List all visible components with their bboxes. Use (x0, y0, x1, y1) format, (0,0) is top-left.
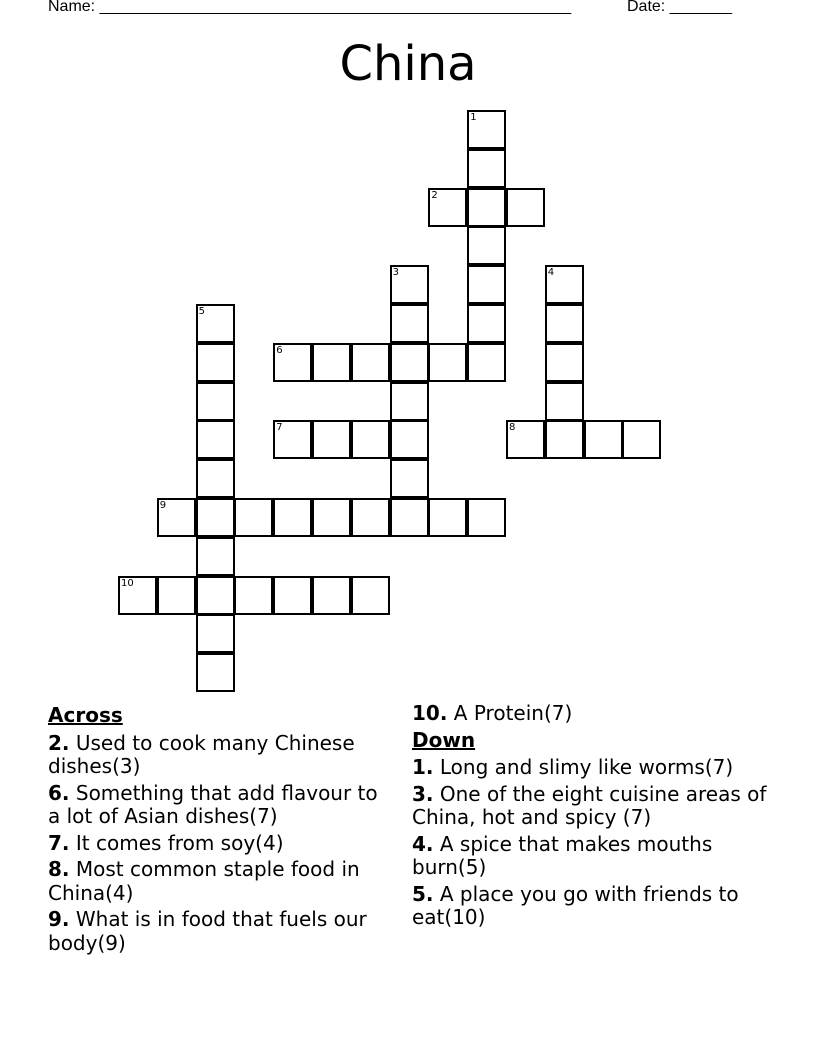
grid-cell[interactable] (312, 498, 351, 537)
grid-cell[interactable] (196, 576, 235, 615)
grid-cell[interactable] (273, 498, 312, 537)
grid-cell[interactable] (584, 420, 623, 459)
grid-cell[interactable] (273, 420, 312, 459)
grid-cell[interactable] (467, 188, 506, 227)
across-heading: Across (48, 703, 123, 727)
grid-cell[interactable] (196, 614, 235, 653)
grid-cell[interactable] (545, 420, 584, 459)
grid-cell[interactable] (506, 420, 545, 459)
grid-cell[interactable] (312, 576, 351, 615)
grid-cell[interactable] (467, 149, 506, 188)
clue-across-8: 8. Most common staple food in China(4) (48, 857, 360, 905)
grid-cell[interactable] (390, 498, 429, 537)
clue-number: 9 (159, 500, 167, 511)
clue-number: 6 (276, 344, 283, 356)
grid-cell[interactable] (545, 304, 584, 343)
grid-cell[interactable] (390, 420, 429, 459)
grid-cell[interactable] (467, 304, 506, 343)
grid-cell[interactable] (351, 576, 390, 615)
grid-cell[interactable] (234, 498, 273, 537)
grid-cell[interactable] (545, 382, 584, 421)
grid-cell[interactable] (545, 343, 584, 382)
grid-cell[interactable] (351, 498, 390, 537)
grid-cell[interactable] (157, 576, 196, 615)
grid-cell[interactable] (622, 420, 661, 459)
grid-cell[interactable] (196, 537, 235, 576)
clue-down-1: 1. Long and slimy like worms(7) (412, 755, 734, 779)
date-field: Date: _______ (627, 0, 732, 15)
grid-cell[interactable] (390, 459, 429, 498)
name-field: Name: _____________________________________________________ (48, 0, 572, 15)
grid-cell[interactable] (196, 653, 235, 692)
grid-cell[interactable] (428, 343, 467, 382)
grid-cell[interactable] (467, 343, 506, 382)
clue-number: 7 (276, 422, 283, 434)
grid-cell[interactable] (390, 343, 429, 382)
grid-cell[interactable] (467, 498, 506, 537)
clues-left-column (48, 702, 383, 958)
grid-cell[interactable] (157, 498, 196, 537)
clue-number: 8 (509, 422, 516, 434)
grid-cell[interactable] (273, 576, 312, 615)
grid-cell[interactable] (312, 420, 351, 459)
clue-number: 5 (198, 306, 205, 317)
grid-cell[interactable] (390, 265, 429, 304)
clue-number: 2 (431, 189, 438, 201)
clue-across-6: 6. Something that add flavour to a lot of Asian dishes(7) (48, 780, 378, 828)
clue-number: 1 (470, 112, 477, 123)
clues-right-column (412, 702, 772, 933)
grid-cell[interactable] (467, 110, 506, 149)
clue-across-2: 2. Used to cook many Chinese dishes(3) (48, 730, 355, 778)
grid-cell[interactable] (351, 343, 390, 382)
grid-cell[interactable] (196, 382, 235, 421)
grid-cell[interactable] (351, 420, 390, 459)
grid-cell[interactable] (196, 459, 235, 498)
grid-cell[interactable] (196, 304, 235, 343)
grid-cell[interactable] (390, 304, 429, 343)
clue-number: 10 (121, 577, 134, 589)
grid-cell[interactable] (506, 188, 545, 227)
grid-cell[interactable] (118, 576, 157, 615)
grid-cell[interactable] (196, 343, 235, 382)
grid-cell[interactable] (428, 498, 467, 537)
grid-cell[interactable] (234, 576, 273, 615)
clue-down-5: 5. A place you go with friends to eat(10) (412, 881, 739, 929)
clue-down-4: 4. A spice that makes mouths burn(5) (412, 831, 713, 879)
clue-across-10: 10. A Protein(7) (412, 701, 573, 725)
grid-cell[interactable] (428, 188, 467, 227)
grid-cell[interactable] (467, 226, 506, 265)
grid-cell[interactable] (312, 343, 351, 382)
grid-cell[interactable] (196, 498, 235, 537)
grid-cell[interactable] (196, 420, 235, 459)
clue-number: 4 (547, 267, 555, 279)
grid-cell[interactable] (467, 265, 506, 304)
grid-cell[interactable] (545, 265, 584, 304)
clue-down-3: 3. One of the eight cuisine areas of China, hot and spicy (7) (412, 781, 767, 829)
grid-cell[interactable] (390, 382, 429, 421)
page-title: China (339, 36, 477, 92)
clue-number: 3 (392, 267, 399, 279)
down-heading: Down (412, 727, 476, 752)
clue-across-7: 7. It comes from soy(4) (48, 830, 284, 855)
clue-across-9: 9. What is in food that fuels our body(9) (48, 907, 367, 955)
grid-cell[interactable] (273, 343, 312, 382)
